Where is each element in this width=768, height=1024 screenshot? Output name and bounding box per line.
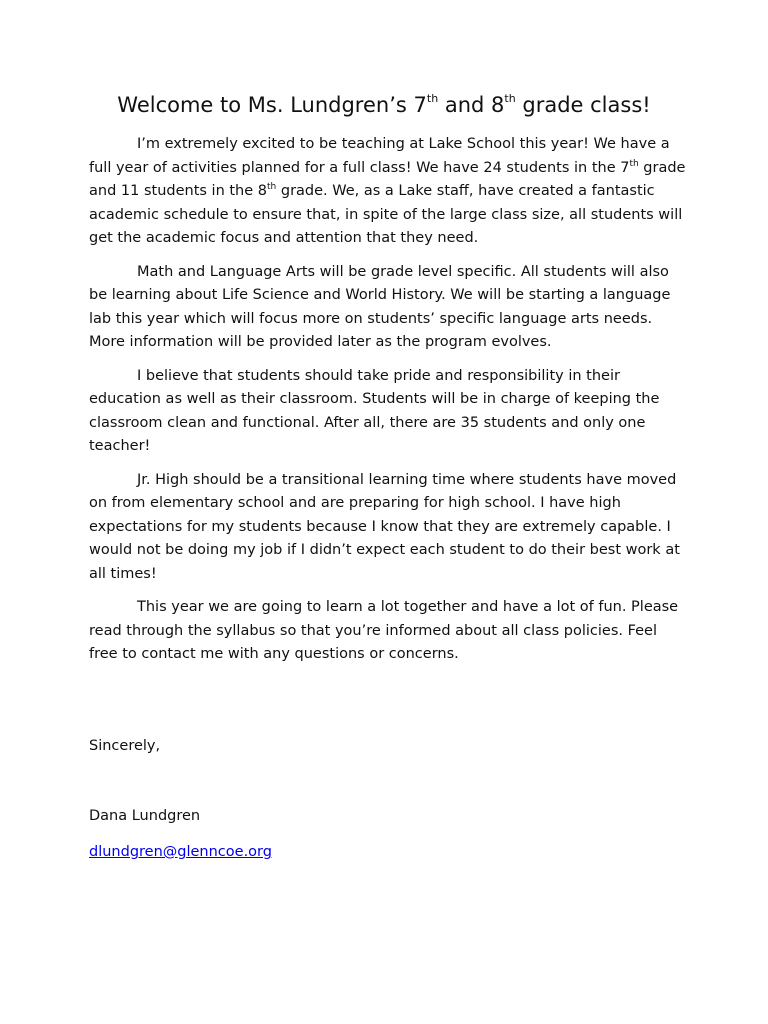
title-superscript-8th: th [504, 92, 516, 105]
paragraph-intro-part-c: grade. We, as a Lake staff, have created a fantastic academic schedule to ensure that, in spite of the large class size, all students will get the academic focus and attention that they need. [89, 183, 683, 246]
title-text-end: grade class! [515, 93, 651, 117]
paragraph-intro-part-a: I’m extremely excited to be teaching at Lake School this year! We have a full year of activities planned for a full class! We have 24 students in the 7 [89, 136, 670, 176]
paragraph-conclusion: This year we are going to learn a lot together and have a lot of fun. Please read through the syllabus so that you’re informed about all class policies. Feel free to contact me with any questions or concerns. [89, 599, 679, 662]
email-link[interactable]: dlundgren@glenncoe.org [89, 844, 272, 860]
title-text-start: Welcome to Ms. Lundgren’s 7 [117, 93, 427, 117]
signature-name: Dana Lundgren [89, 808, 201, 824]
page-title [60, 90, 708, 120]
paragraph-intro-superscript-7th: th [629, 158, 639, 169]
paragraph-expectations: Jr. High should be a transitional learning time where students have moved on from elementary school and are preparing for high school. I have high expectations for my students because I know that they are extremely capable. I would not be doing my job if I didn’t expect each student to do their best work at all times! [89, 471, 680, 582]
paragraph-intro [89, 133, 689, 251]
closing-salutation: Sincerely, [89, 738, 161, 754]
title-superscript-7th: th [426, 92, 439, 105]
paragraph-curriculum: Math and Language Arts will be grade level specific. All students will also be learning about Life Science and World History. We will be starting a language lab this year which will focus more on students’ specific language arts needs. More information will be provided later as the program evolves. [89, 263, 671, 350]
title-text-middle: and 8 [438, 93, 505, 117]
paragraph-intro-superscript-8th: th [267, 182, 277, 193]
letter-body [89, 133, 689, 677]
paragraph-intro-part-b: grade and 11 students in the 8 [89, 159, 686, 199]
paragraph-responsibility: I believe that students should take pride and responsibility in their education as well as their classroom. Students will be in charge of keeping the classroom clean and functional. After all, there are 35 students and only one teacher! [89, 367, 660, 454]
